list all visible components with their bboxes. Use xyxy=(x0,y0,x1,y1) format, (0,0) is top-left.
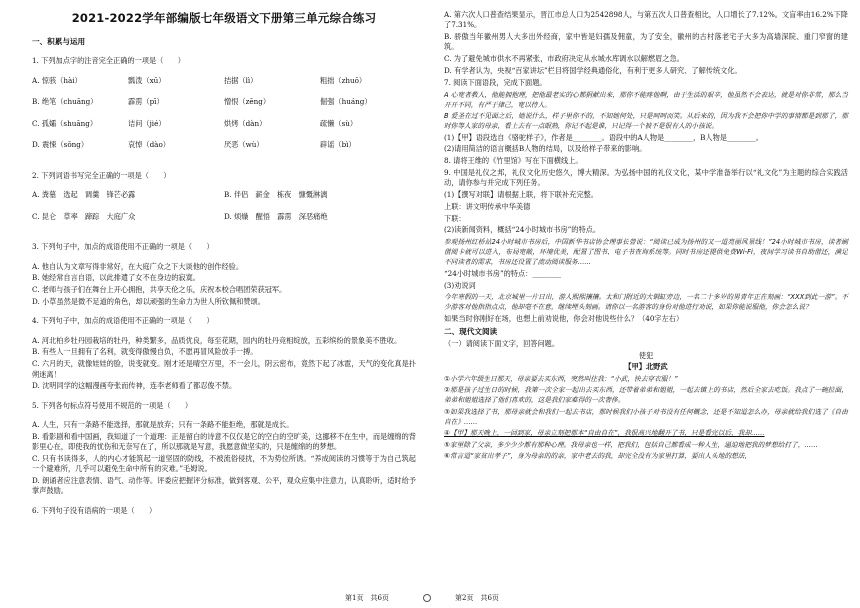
story-material: 今年寒假的一天，北京城里一片日出，游人熙熙攘攘。太和门附近的大铜缸旁边，一名二十多岁的男青年正在刻画：“XXX到此一游”。不少游客对他指指点点，他却毫不在意，继续埋头刻画。请你以一名游客的身份对他进行劝说，如果你能说服他，你会怎么说？ xyxy=(444,293,848,312)
question-1-options xyxy=(32,76,416,162)
option: 烘烤（dàn） xyxy=(224,118,267,128)
option: 憎恨（zēng） xyxy=(224,97,271,106)
couplet-upper: 上联：讲文明传承中华美德 xyxy=(444,201,531,211)
question-7-1: (1)【甲】语段选自《骆驼样子》，作者是________。语段中的A人物是________，B人物是________。 xyxy=(444,132,763,142)
option: B. 她经常自言自语，以此排遣了女不在身边的寂寞。 xyxy=(32,273,200,283)
option: 粗拙（zhuō） xyxy=(320,75,367,85)
binding-hole-icon xyxy=(423,594,431,602)
option: D. 小草虽然是微不足道的角色，却以顽强的生命力为世人所钦佩和赞颂。 xyxy=(32,296,265,306)
option: A. 河北柏乡牡丹园栽培的牡丹，种类繁多，品质优良，每至花期，园内的牡丹竞相绽放，五彩缤纷的景象美不胜收。 xyxy=(32,335,402,345)
question-8: 8. 请将王维的《竹里馆》写在下面横线上。 xyxy=(444,156,583,166)
section-heading-2: 二、现代文阅读 xyxy=(444,327,498,337)
option: C. 为了避免城市供水不再紧张，市政府决定从水城水库调水以解燃眉之急。 xyxy=(444,54,684,64)
essay-paragraph: ⑥常言道“家贫出孝子”，身为母亲的的亲，家中老去的我，却完全没有为家里打算，要出人头地的想法， xyxy=(444,452,752,461)
passage-b: B 爱圣在过不见面之后，她说什么，样子里你不的，不知她何处，只是呵呵而笑。从后来的，因为我不会把你中学的事情都是到那了，那时你等人家的母亲，看上去有一点眼熟，你记不起是谁，只记得一个被不是很有人的小孩说。 xyxy=(444,112,848,131)
option: C. 六月的天，就像娃娃的脸，说变就变。刚才还是晴空万里，不一会儿，阴云密布，竟然下起了冰雹，天气的变化真是扑朔迷离！ xyxy=(32,359,416,379)
couplet-lower: 下联： xyxy=(444,213,466,223)
essay-title: 使犯 xyxy=(638,350,654,360)
option: C. 孤孀（shuāng） xyxy=(32,118,98,128)
option: 霹雳（pī） xyxy=(128,97,164,106)
question-5: 5. 下列各句标点符号使用不规范的一项是（ ） xyxy=(32,400,193,410)
option: B. 看影剧和看中国画，我知道了一个道理：正是留白的诗意不仅仅是它的空白的空旷美，这挪移不在生中，而是缠绵的背影里心在，即使我的忧伤和无奈写在了，所以那就是写意，我愿意做坚实的，只是缠绵的的梦想。 xyxy=(32,431,416,452)
news-material: 参观扬州红桥站24小时城市书房后，中国新华书店协会理事长曾说：“阅读已成为扬州的又一道亮丽风景线！”24小时城市书房，读者刷借阅卡就可以进入，布局宽敞，环境优美，配置了图书、电子书查询系统等。同时书房还提供免费Wi-Fi，夜间学习读书自助借还，满足不同读者的需求，书房还设置了流动阅读服务…… xyxy=(444,238,848,267)
option: A. 粪墓 选起 调羹 锋芒必露 xyxy=(32,190,136,199)
option: D. 有学者认为，央视“百家讲坛”栏目将国学经典通俗化，有利于更多人研究、了解传统文化。 xyxy=(444,65,742,75)
question-6: 6. 下列句子没有语病的一项是（ ） xyxy=(32,505,157,515)
question-7: 7. 阅读下面语段，完成下面题。 xyxy=(444,77,547,87)
option: 诘问（jié） xyxy=(128,118,166,128)
option: C. 老师与孩子们在舞台上开心拥抱，共享天伦之乐，庆祝本校合唱团荣获冠军。 xyxy=(32,285,287,295)
page-right xyxy=(430,0,860,608)
essay-paragraph: ④【甲】那天晚上，一回到家，母亲立刻把那本“自由自在”，我很高兴地翻开了书，只是看完以后，我却…… xyxy=(444,429,765,438)
question-9: 9. 中国是礼仪之邦，礼仪文化历史悠久，博大精深。为弘扬中国的礼仪文化，某中学准备举行以“礼文化”为主题的综合实践活动，请你参与并完成下列任务。 xyxy=(444,167,848,188)
option: 拮据（lì） xyxy=(224,75,258,85)
option: D. 朗诵者应注意表情、语气、动作等。评委应把握评分标准，做到客观、公平，观众应集中注意力，认真聆听，适时给予掌声鼓励。 xyxy=(32,476,416,496)
question-3: 3. 下列句子中，加点的成语使用不正确的一项是（ ） xyxy=(32,242,214,251)
option: C. 只有书读得多，人的内心才能筑起一道坚固的防线，不被流俗侵扰，不为势位所诱。“养成阅读的习惯等于为自己筑起一个避难所，几乎可以避免生命中所有的灾难。”毛姆说。 xyxy=(32,454,416,474)
page-number-left: 第1页 共6页 xyxy=(345,594,389,602)
question-9-2: (2)读新闻资料，概括“24小时城市书房”的特点。 xyxy=(444,225,601,235)
passage-a: A 心宽者教人，他能拥抱理，把他最老实的心都捐献出来，那你不能疼他啊，由于生活的艰辛，他虽然不会表达，就是对你非常，那么当开开不同，有严于律己，宽以待人。 xyxy=(444,90,848,109)
question-9-3-task: 如果当时你刚好在场，也想上前劝说他，你会对他说些什么？（40字左右） xyxy=(444,313,684,323)
option: D. 震悚（sǒng） xyxy=(32,140,89,149)
option: B. 伴侣 薪金 栋夜 慷慨淋漓 xyxy=(224,190,328,199)
option: D. 烦燥 醒悟 霹雳 深恶痛绝 xyxy=(224,211,328,221)
option: 厌恶（wù） xyxy=(224,140,264,149)
option: C. 昆仑 草率 蹄踪 大庭广众 xyxy=(32,211,136,221)
question-1: 1. 下列加点字的注音完全正确的一项是（ ） xyxy=(32,56,185,65)
option: 疏懒（sù） xyxy=(320,118,358,128)
question-7-2: (2)请用简洁的语言概括B人物的结局，以及给样子带来的影响。 xyxy=(444,144,647,154)
question-2-options xyxy=(32,190,416,233)
essay-paragraph: ①小学六年级生日那天，母亲要去买东西，突然叫住我：“小武，快去穿衣服！” xyxy=(444,374,678,383)
section-heading-1: 一、积累与运用 xyxy=(32,37,86,46)
essay-paragraph: ⑤家里除了父亲，多少少少都有那种心理。我母亲也一样，把我们，包括自己都看成一种人生，逼迫地把我的梦想给打了，…… xyxy=(444,440,818,449)
option: A. 他自认为文章写得非常好，在大庭广众之下大谈他的创作经验。 xyxy=(32,261,244,271)
option: 瓢泼（xū） xyxy=(128,75,166,85)
option: B. 骄傲当年徽州男人大多出外经商，家中皆是妇孺及佣童，为了安全，徽州的古村落老宅子大多为高墙深院、重门窄窗的建筑。 xyxy=(444,32,848,52)
essay-part: 【甲】北野武 xyxy=(624,362,668,372)
document-title: 2021-2022学年部编版七年级语文下册第三单元综合练习 xyxy=(71,11,377,25)
question-4: 4. 下列句子中，加点的成语使用不正确的一项是（ ） xyxy=(32,316,214,326)
option: A. 第六次人口普查结果显示，晋江市总人口为2542898人，与第五次人口普查相比，人口增长了7.12%。文盲率由16.2%下降了7.31%。 xyxy=(444,10,848,30)
option: A. 惊骇（hài） xyxy=(32,75,82,85)
question-9-3: (3)劝说词 xyxy=(444,280,476,290)
question-2: 2. 下列词语书写完全正确的一项是（ ） xyxy=(32,170,171,180)
option: A. 人生，只有一条路不能选择，那就是放弃；只有一条路不能拒绝，那就是成长。 xyxy=(32,420,294,430)
option: 倔强（huáng） xyxy=(320,97,372,106)
subsection-1: （一）请阅读下面文字，回答问题。 xyxy=(444,339,560,349)
option: 哀悼（dào） xyxy=(128,140,170,149)
essay-paragraph: ②那是孩子过生日的时候，我第一次全家一起出去买东西，还带着弟弟和姐姐，一起去镇上的书店，然后全家去吃饭。我点了一碗拉面，弟弟和姐姐选择了他们喜欢的，这是我们家难得的一次奢侈。 xyxy=(444,386,848,405)
question-9-feature: “24小时城市书房”的特点：________ xyxy=(444,268,562,278)
option: B. 有些人一旦拥有了名利，就变得傲慢自负，不愿再冒风险放手一搏。 xyxy=(32,347,258,357)
question-9-1: (1)【撰写对联】请根据上联，将下联补充完整。 xyxy=(444,190,598,200)
page-number-right: 第2页 共6页 xyxy=(455,594,499,602)
essay-paragraph: ③如果我选择了书，那母亲就会和我们一起去书店，那时候我们小孩子对书没有任何概念，还是不知道怎么办，母亲就给我们选了《自由自在》…… xyxy=(444,407,848,426)
option: D. 沈明同学的这幅漫画夸张而传神，连李老师看了都忍俊不禁。 xyxy=(32,381,237,391)
option: 辟谣（bì） xyxy=(320,140,356,149)
option: B. 绝笔（chuāng） xyxy=(32,97,98,106)
